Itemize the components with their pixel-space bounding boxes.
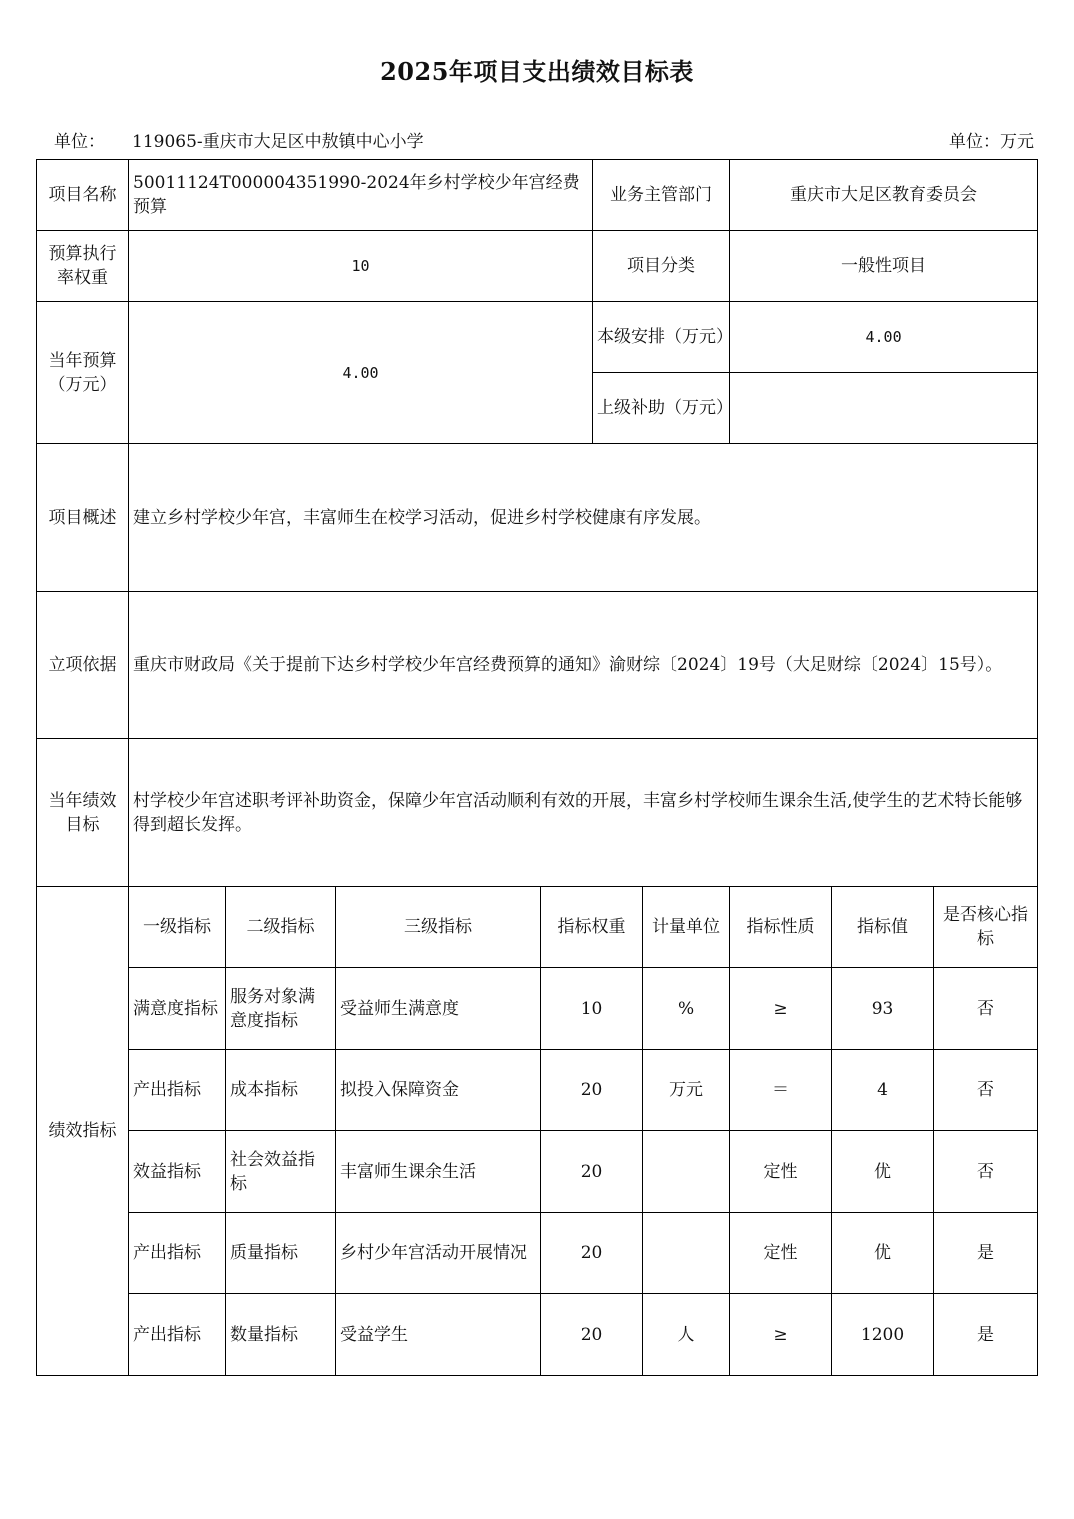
col-core: 是否核心指标 xyxy=(934,887,1038,968)
cell-unit xyxy=(643,1213,730,1294)
overview-value: 建立乡村学校少年宫，丰富师生在校学习活动，促进乡村学校健康有序发展。 xyxy=(129,444,1038,592)
cell-value: 优 xyxy=(832,1213,934,1294)
cell-nature: ≥ xyxy=(730,968,832,1050)
budget-value: 4.00 xyxy=(129,302,593,444)
col-value: 指标值 xyxy=(832,887,934,968)
cell-nature: ＝ xyxy=(730,1050,832,1131)
budget-label: 当年预算（万元） xyxy=(37,302,129,444)
cell-value: 优 xyxy=(832,1131,934,1213)
cell-value: 4 xyxy=(832,1050,934,1131)
cell-level3: 受益学生 xyxy=(336,1294,541,1376)
cell-core: 否 xyxy=(934,968,1038,1050)
overview-label: 项目概述 xyxy=(37,444,129,592)
cell-nature: 定性 xyxy=(730,1213,832,1294)
cell-unit: 人 xyxy=(643,1294,730,1376)
cell-level2: 服务对象满意度指标 xyxy=(226,968,336,1050)
cell-weight: 20 xyxy=(541,1131,643,1213)
cell-level3: 丰富师生课余生活 xyxy=(336,1131,541,1213)
table-row xyxy=(37,1131,1038,1213)
table-row xyxy=(37,968,1038,1050)
project-name-value: 50011124T000004351990-2024年乡村学校少年宫经费预算 xyxy=(129,160,593,231)
basis-value: 重庆市财政局《关于提前下达乡村学校少年宫经费预算的通知》渝财综〔2024〕19号（大足财综〔2024〕15号）。 xyxy=(129,592,1038,739)
cell-core: 是 xyxy=(934,1294,1038,1376)
cell-weight: 20 xyxy=(541,1213,643,1294)
cell-level1: 产出指标 xyxy=(129,1294,226,1376)
cell-weight: 10 xyxy=(541,968,643,1050)
col-unit: 计量单位 xyxy=(643,887,730,968)
page-title: 2025年项目支出绩效目标表 xyxy=(380,57,694,86)
upper-label: 上级补助（万元） xyxy=(593,373,730,444)
category-value: 一般性项目 xyxy=(730,231,1038,302)
cell-weight: 20 xyxy=(541,1050,643,1131)
cell-level1: 产出指标 xyxy=(129,1050,226,1131)
cell-level2: 数量指标 xyxy=(226,1294,336,1376)
cell-value: 1200 xyxy=(832,1294,934,1376)
cell-core: 否 xyxy=(934,1131,1038,1213)
local-label: 本级安排（万元） xyxy=(593,302,730,373)
cell-core: 是 xyxy=(934,1213,1038,1294)
table-row xyxy=(37,1294,1038,1376)
goal-label: 当年绩效目标 xyxy=(37,739,129,887)
cell-level1: 满意度指标 xyxy=(129,968,226,1050)
goal-value: 村学校少年宫述职考评补助资金，保障少年宫活动顺利有效的开展，丰富乡村学校师生课余生活,使学生的艺术特长能够得到超长发挥。 xyxy=(129,739,1038,887)
upper-value xyxy=(730,373,1038,444)
indicator-header-row xyxy=(37,887,1038,968)
col-weight: 指标权重 xyxy=(541,887,643,968)
col-level2: 二级指标 xyxy=(226,887,336,968)
unit-org-line xyxy=(54,127,424,152)
cell-unit: 万元 xyxy=(643,1050,730,1131)
exec-rate-label: 预算执行率权重 xyxy=(37,231,129,302)
cell-level2: 社会效益指标 xyxy=(226,1131,336,1213)
col-level3: 三级指标 xyxy=(336,887,541,968)
dept-label: 业务主管部门 xyxy=(593,160,730,231)
cell-unit xyxy=(643,1131,730,1213)
cell-nature: ≥ xyxy=(730,1294,832,1376)
cell-level1: 产出指标 xyxy=(129,1213,226,1294)
cell-level3: 乡村少年宫活动开展情况 xyxy=(336,1213,541,1294)
col-level1: 一级指标 xyxy=(129,887,226,968)
unit-org: 119065-重庆市大足区中敖镇中心小学 xyxy=(132,132,424,152)
cell-level3: 拟投入保障资金 xyxy=(336,1050,541,1131)
local-value: 4.00 xyxy=(730,302,1038,373)
cell-level2: 成本指标 xyxy=(226,1050,336,1131)
cell-nature: 定性 xyxy=(730,1131,832,1213)
exec-rate-value: 10 xyxy=(129,231,593,302)
cell-value: 93 xyxy=(832,968,934,1050)
table-row xyxy=(37,1213,1038,1294)
basis-label: 立项依据 xyxy=(37,592,129,739)
cell-level3: 受益师生满意度 xyxy=(336,968,541,1050)
table-row xyxy=(37,1050,1038,1131)
performance-table xyxy=(36,159,1038,1376)
cell-level1: 效益指标 xyxy=(129,1131,226,1213)
category-label: 项目分类 xyxy=(593,231,730,302)
unit-label: 单位： xyxy=(54,132,105,152)
cell-weight: 20 xyxy=(541,1294,643,1376)
col-nature: 指标性质 xyxy=(730,887,832,968)
cell-core: 否 xyxy=(934,1050,1038,1131)
dept-value: 重庆市大足区教育委员会 xyxy=(730,160,1038,231)
cell-unit: % xyxy=(643,968,730,1050)
unit-currency: 单位：万元 xyxy=(949,132,1034,152)
project-name-label: 项目名称 xyxy=(37,160,129,231)
cell-level2: 质量指标 xyxy=(226,1213,336,1294)
indicators-section-label: 绩效指标 xyxy=(37,887,129,1376)
